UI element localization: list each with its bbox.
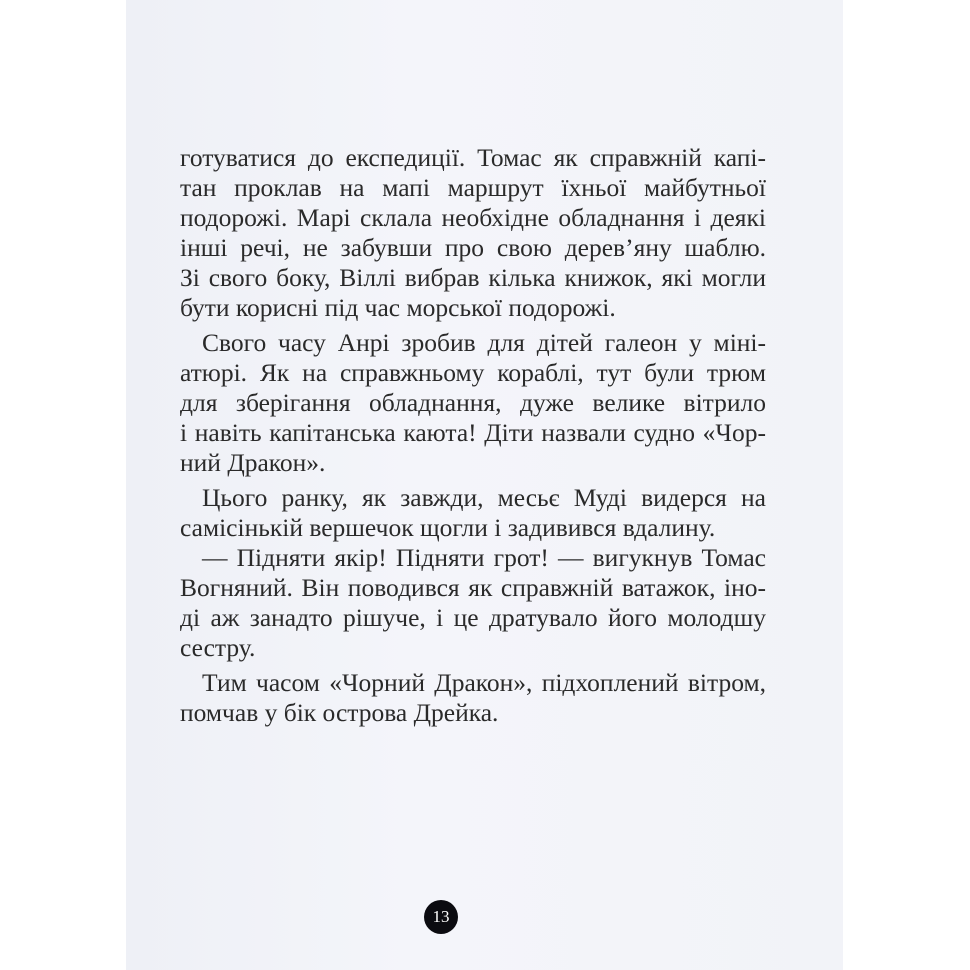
- text-line: Свого часу Анрі зробив для дітей галеон у міні-: [202, 328, 766, 357]
- text-line: Тим часом «Чорний Дракон», підхоплений вітром,: [202, 668, 766, 697]
- paragraph: [180, 668, 766, 728]
- text-line: ді аж занадто рішуче, і це дратувало його молодшу: [180, 603, 766, 632]
- paragraph: [180, 328, 766, 478]
- page-number-badge: 13: [424, 900, 458, 934]
- text-line: ний Дракон».: [180, 448, 326, 477]
- text-line: для зберігання обладнання, дуже велике вітрило: [180, 388, 766, 417]
- text-line: Цього ранку, як завжди, месьє Муді видерся на: [202, 483, 766, 512]
- text-line: готуватися до експедиції. Томас як справжній капі-: [180, 143, 766, 172]
- text-line: самісінькій вершечок щогли і задивився вдалину.: [180, 513, 716, 542]
- text-line: сестру.: [180, 633, 256, 662]
- text-line: тан проклав на мапі маршрут їхньої майбутньої: [180, 173, 766, 202]
- text-line: помчав у бік острова Дрейка.: [180, 698, 499, 727]
- paragraph: [180, 543, 766, 663]
- text-line: Вогняний. Він поводився як справжній ватажок, іно-: [180, 573, 766, 602]
- text-line: Зі свого боку, Віллі вибрав кілька книжок, які могли: [180, 263, 766, 292]
- text-line: і навіть капітанська каюта! Діти назвали судно «Чор-: [180, 418, 766, 447]
- paragraph: [180, 143, 766, 323]
- paragraph: [180, 483, 766, 543]
- book-page: [126, 0, 843, 970]
- body-text: [180, 143, 766, 728]
- text-line: — Підняти якір! Підняти грот! — вигукнув Томас: [202, 543, 766, 572]
- text-line: бути корисні під час морської подорожі.: [180, 293, 616, 322]
- text-line: подорожі. Марі склала необхідне обладнання і деякі: [180, 203, 766, 232]
- text-line: атюрі. Як на справжньому кораблі, тут були трюм: [180, 358, 766, 387]
- text-line: інші речі, не забувши про свою дерев’яну шаблю.: [180, 233, 766, 262]
